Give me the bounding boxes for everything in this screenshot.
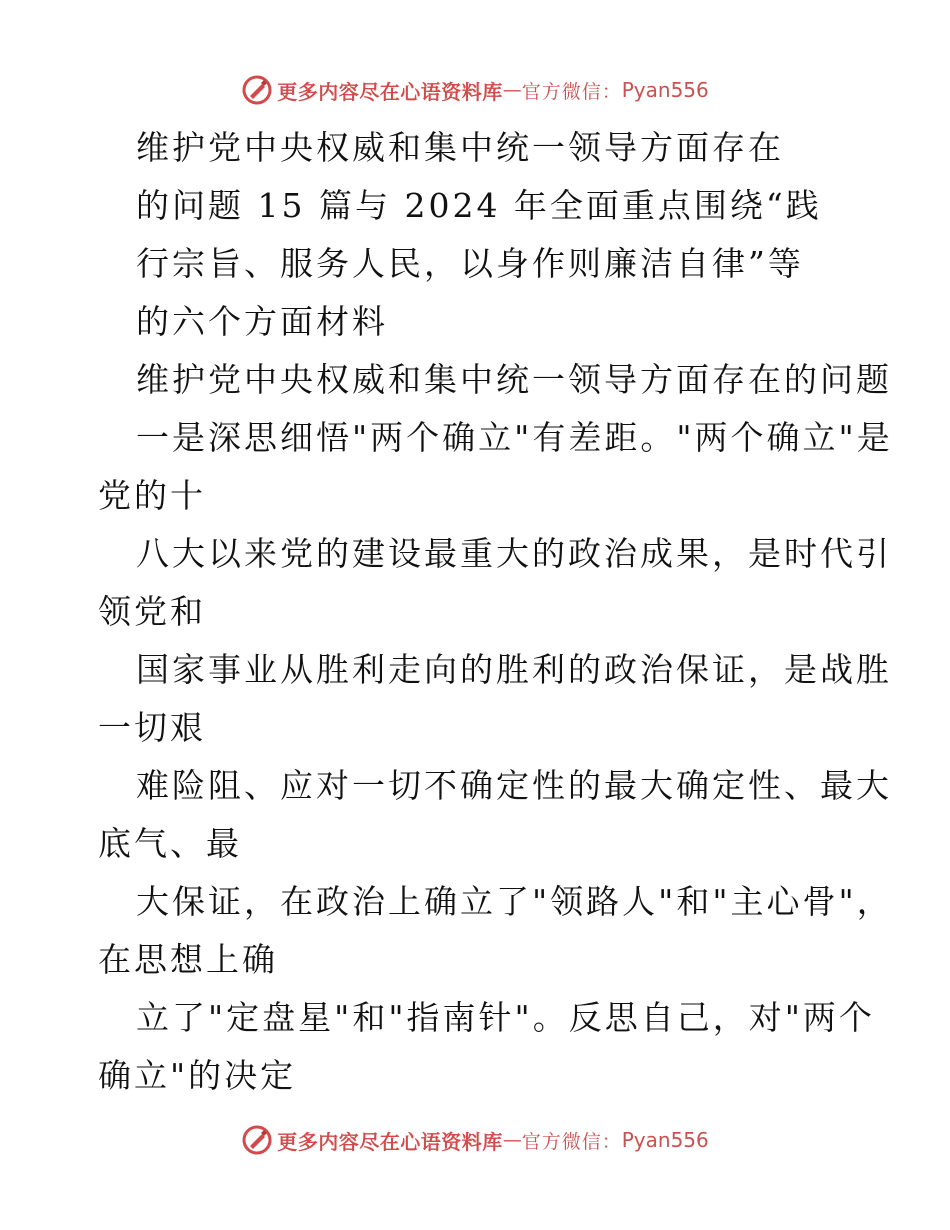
- body-line: 大保证，在政治上确立了"领路人"和"主心骨"，: [136, 882, 893, 921]
- watermark-brand: 更多内容尽在心语资料库: [277, 79, 503, 104]
- body-line: 难险阻、应对一切不确定性的最大确定性、最大: [136, 766, 892, 805]
- body-line: 立了"定盘星"和"指南针"。反思自己，对"两个: [136, 998, 875, 1037]
- body-line: 确立"的决定: [98, 1056, 297, 1095]
- body-line: 维护党中央权威和集中统一领导方面存在的问题: [136, 360, 892, 399]
- watermark-handle: Pyan556: [621, 78, 709, 102]
- watermark-brand: 更多内容尽在心语资料库: [277, 1129, 503, 1154]
- body-line: 一切艰: [98, 708, 206, 747]
- body-line: 底气、最: [98, 824, 242, 863]
- body-line: 国家事业从胜利走向的胜利的政治保证，是战胜: [136, 650, 892, 689]
- body-line: 八大以来党的建设最重大的政治成果，是时代引: [136, 534, 892, 573]
- title-line: 的六个方面材料: [136, 302, 388, 341]
- title-line: 维护党中央权威和集中统一领导方面存在: [136, 128, 784, 167]
- title-line: 行宗旨、服务人民，以身作则廉洁自律”等: [136, 244, 804, 283]
- title-line: 的问题 15 篇与 2024 年全面重点围绕“践: [136, 186, 822, 225]
- body-line: 领党和: [98, 592, 206, 631]
- watermark-separator: —: [502, 1129, 522, 1151]
- watermark-handle: Pyan556: [621, 1128, 709, 1152]
- footer-watermark: [0, 1120, 950, 1160]
- body-line: 一是深思细悟"两个确立"有差距。"两个确立"是: [136, 418, 893, 457]
- body-line: 在思想上确: [98, 940, 278, 979]
- brand-logo-icon: [241, 74, 273, 106]
- watermark-wechat-label: 官方微信：: [521, 1130, 622, 1153]
- brand-logo-icon: [241, 1124, 273, 1156]
- header-watermark: [0, 70, 950, 110]
- watermark-wechat-label: 官方微信：: [521, 80, 622, 103]
- body-line: 党的十: [98, 476, 206, 515]
- watermark-separator: —: [502, 79, 522, 101]
